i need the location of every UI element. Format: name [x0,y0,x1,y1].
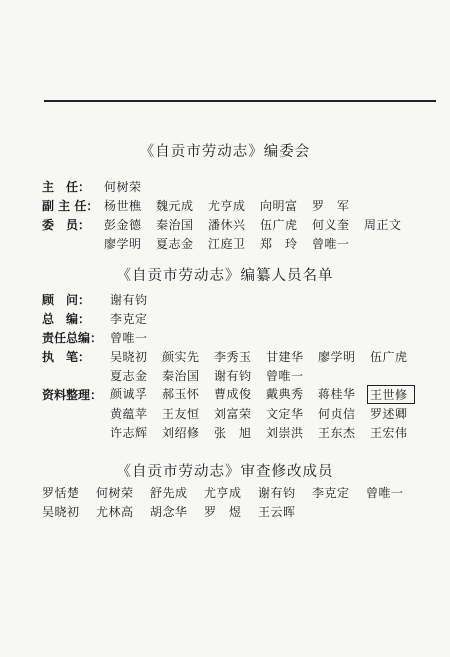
person-name: 罗述卿 [370,407,408,421]
committee-row [42,215,442,234]
person-name: 颜实先 [162,350,200,364]
person-name: 李克定 [312,486,350,500]
review-list [42,483,442,521]
committee-title: 《自贡市劳动志》编委会 [139,144,311,160]
editors-row [42,290,442,309]
person-name: 谢有钧 [258,486,296,500]
person-name: 周正文 [364,218,402,232]
person-name: 谢有钧 [214,369,252,383]
editors-list [42,290,442,442]
person-name: 秦治国 [156,218,194,232]
person-name: 罗 煜 [204,505,242,519]
person-name: 罗 军 [312,199,350,213]
person-name: 潘休兴 [208,218,246,232]
person-name: 廖学明 [318,350,356,364]
person-name: 蒋桂华 [318,387,356,401]
person-name: 文定华 [266,407,304,421]
person-name: 胡念华 [150,505,188,519]
person-name: 曾唯一 [366,486,404,500]
committee-row [42,196,442,215]
person-name: 廖学明 [104,237,142,251]
person-name: 吴晓初 [42,505,80,519]
person-name: 刘绍修 [162,426,200,440]
person-name: 王云晖 [258,505,296,519]
editors-row [42,385,442,404]
person-name: 张 旭 [214,426,252,440]
person-name: 夏志金 [156,237,194,251]
person-name: 郑 玲 [260,237,298,251]
person-name: 李克定 [110,312,148,326]
person-name: 王东杰 [318,426,356,440]
person-name: 吴晓初 [110,350,148,364]
person-name: 尤亨成 [208,199,246,213]
review-title: 《自贡市劳动志》审查修改成员 [116,464,334,480]
person-name: 夏志金 [110,369,148,383]
editors-row [42,347,442,366]
person-name: 郝玉怀 [162,387,200,401]
person-name: 曾唯一 [266,369,304,383]
person-name: 甘建华 [266,350,304,364]
person-name: 戴典秀 [266,387,304,401]
person-name: 颜诚孚 [110,387,148,401]
person-name: 曹成俊 [214,387,252,401]
person-name: 向明富 [260,199,298,213]
committee-list [42,177,442,253]
editors-label: 责任总编： [42,331,103,345]
person-name: 彭金德 [104,218,142,232]
committee-row [42,177,442,196]
person-name: 魏元成 [156,199,194,213]
person-name: 何义奎 [312,218,350,232]
editors-row [42,366,442,385]
committee-label: 主 任： [42,180,91,194]
person-name: 秦治国 [162,369,200,383]
person-name: 曾唯一 [110,331,148,345]
person-name: 尤林高 [96,505,134,519]
review-row [42,502,442,521]
person-name: 杨世樵 [104,199,142,213]
person-name: 曾唯一 [312,237,350,251]
person-name-boxed: 王世修 [367,385,415,404]
person-name: 伍广虎 [260,218,298,232]
person-name: 刘崇洪 [266,426,304,440]
person-name: 伍广虎 [370,350,408,364]
editors-row [42,309,442,328]
top-rule [44,100,436,102]
committee-label: 委 员： [42,218,91,232]
person-name: 何贞信 [318,407,356,421]
editors-label: 总 编： [42,312,91,326]
person-name: 罗恬楚 [42,486,80,500]
person-name: 何树荣 [104,180,142,194]
person-name: 许志辉 [110,426,148,440]
editors-label: 执 笔： [42,350,91,364]
person-name: 江庭卫 [208,237,246,251]
editors-row [42,328,442,347]
review-row [42,483,442,502]
person-name: 刘富荣 [214,407,252,421]
committee-row [42,234,442,253]
editors-label: 资料整理： [42,388,103,402]
editors-row [42,404,442,423]
editors-label: 顾 问： [42,293,91,307]
committee-label: 副 主 任： [42,199,99,213]
person-name: 王友恒 [162,407,200,421]
person-name: 黄蕴苹 [110,407,148,421]
person-name: 王宏伟 [370,426,408,440]
person-name: 尤亨成 [204,486,242,500]
person-name: 舒先成 [150,486,188,500]
editors-row [42,423,442,442]
editors-title: 《自贡市劳动志》编纂人员名单 [116,268,334,284]
person-name: 谢有钧 [110,293,148,307]
person-name: 何树荣 [96,486,134,500]
person-name: 李秀玉 [214,350,252,364]
